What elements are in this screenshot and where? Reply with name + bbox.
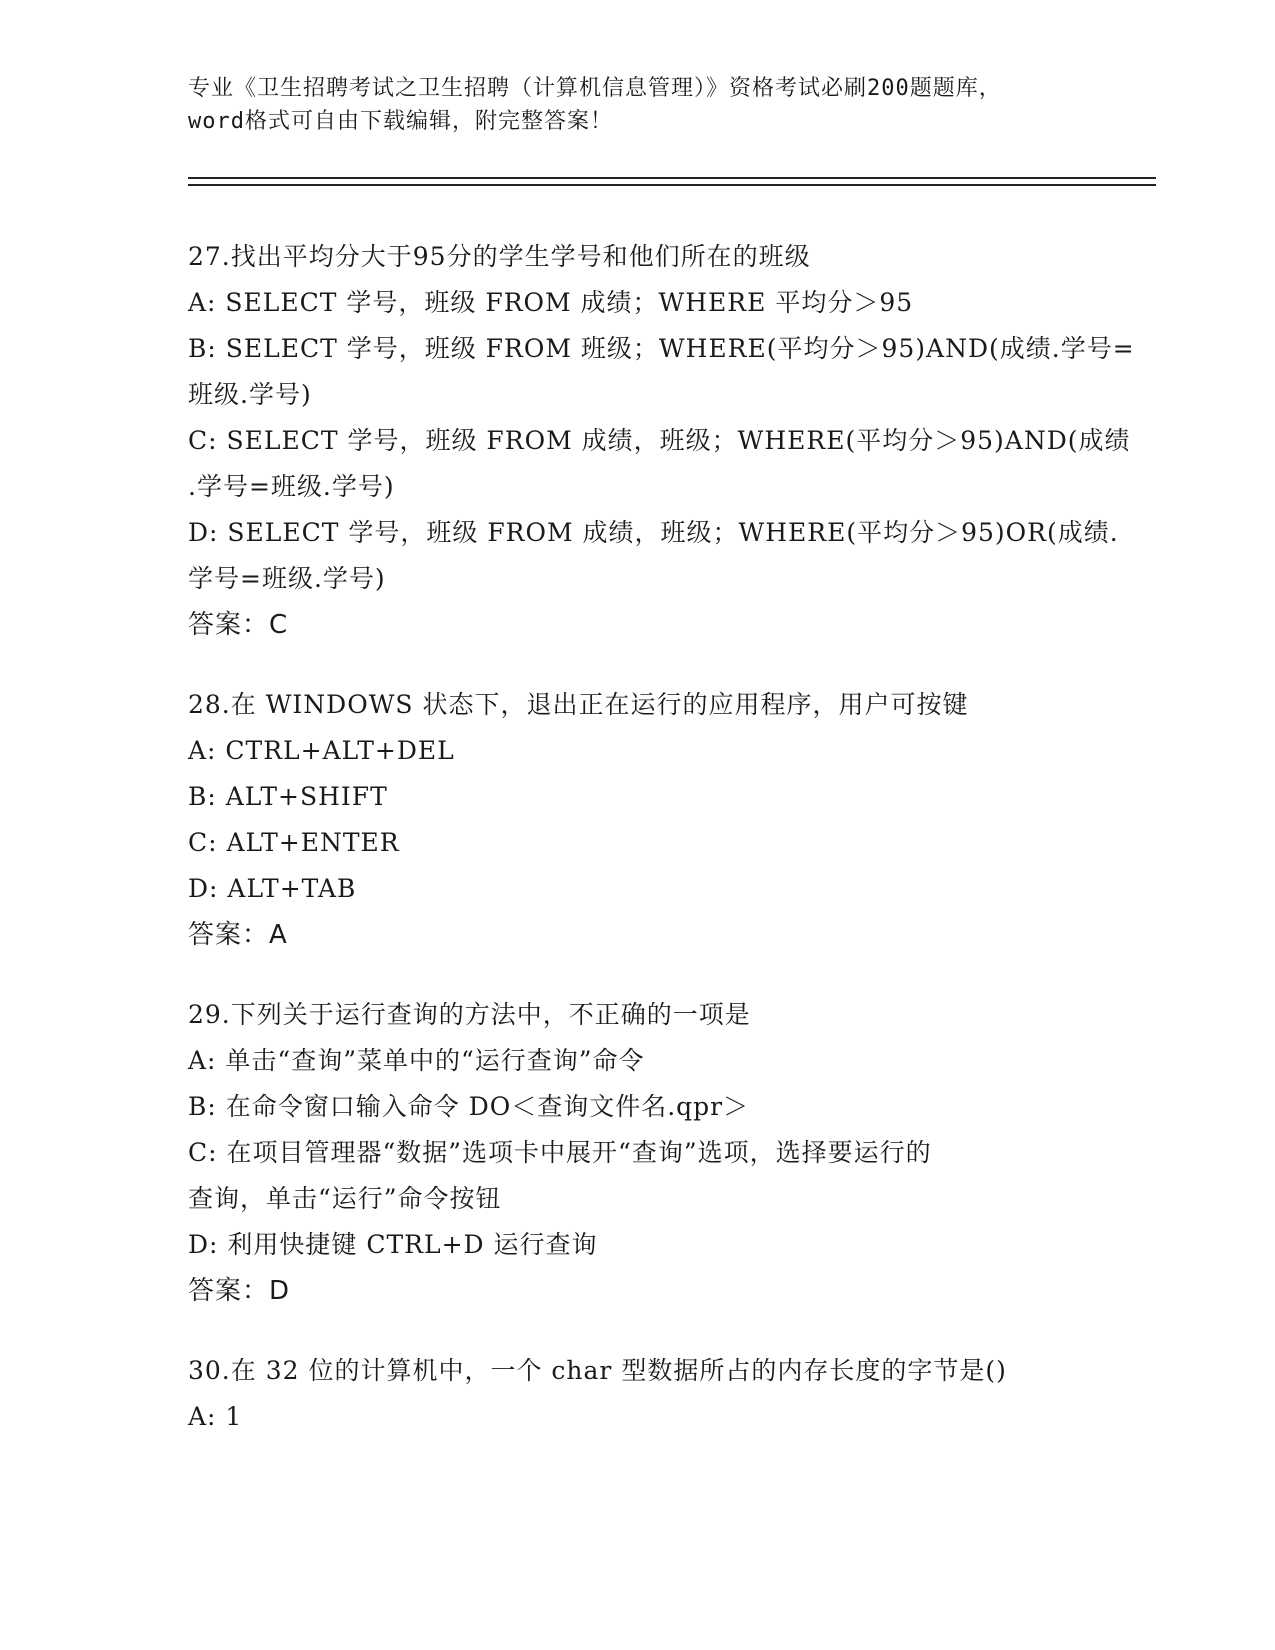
option-line: D: ALT+TAB xyxy=(188,874,357,903)
header-line-2: word格式可自由下载编辑，附完整答案！ xyxy=(188,109,613,134)
option-line: A: CTRL+ALT+DEL xyxy=(188,736,455,765)
question-30 xyxy=(188,1348,1088,1440)
header-line-1: 专业《卫生招聘考试之卫生招聘（计算机信息管理）》资格考试必刷200题题库， xyxy=(188,76,1002,101)
question-line: 29.下列关于运行查询的方法中，不正确的一项是 xyxy=(188,1000,751,1029)
header-divider-bottom xyxy=(188,184,1156,186)
option-line: A: 1 xyxy=(188,1402,243,1431)
option-line: C: 在项目管理器“数据”选项卡中展开“查询”选项，选择要运行的 xyxy=(188,1138,932,1167)
option-line: 学号=班级.学号) xyxy=(188,564,386,593)
option-line: B: 在命令窗口输入命令 DO＜查询文件名.qpr＞ xyxy=(188,1092,750,1121)
option-line: D: 利用快捷键 CTRL+D 运行查询 xyxy=(188,1230,598,1259)
document-header xyxy=(188,72,1088,138)
option-line: C: SELECT 学号，班级 FROM 成绩，班级；WHERE(平均分＞95)AND(成绩 xyxy=(188,426,1131,455)
option-line: .学号=班级.学号) xyxy=(188,472,395,501)
question-line: 28.在 WINDOWS 状态下，退出正在运行的应用程序，用户可按键 xyxy=(188,690,969,719)
question-line: 30.在 32 位的计算机中，一个 char 型数据所占的内存长度的字节是() xyxy=(188,1356,1007,1385)
option-line: 查询，单击“运行”命令按钮 xyxy=(188,1184,502,1213)
option-line: D: SELECT 学号，班级 FROM 成绩，班级；WHERE(平均分＞95)OR(成绩. xyxy=(188,518,1119,547)
option-line: A: SELECT 学号，班级 FROM 成绩；WHERE 平均分＞95 xyxy=(188,288,914,317)
question-line: 27.找出平均分大于95分的学生学号和他们所在的班级 xyxy=(188,242,811,271)
answer-line: 答案：D xyxy=(188,1276,291,1306)
questions-list xyxy=(188,234,1135,1474)
header-divider-top xyxy=(188,177,1156,179)
option-line: C: ALT+ENTER xyxy=(188,828,400,857)
option-line: B: SELECT 学号，班级 FROM 班级；WHERE(平均分＞95)AND(成绩.学号= xyxy=(188,334,1135,363)
option-line: A: 单击“查询”菜单中的“运行查询”命令 xyxy=(188,1046,645,1075)
question-28 xyxy=(188,682,1088,958)
question-27 xyxy=(188,234,1135,648)
answer-line: 答案：C xyxy=(188,610,289,640)
question-29 xyxy=(188,992,1088,1314)
answer-line: 答案：A xyxy=(188,920,288,950)
option-line: 班级.学号) xyxy=(188,380,312,409)
option-line: B: ALT+SHIFT xyxy=(188,782,388,811)
